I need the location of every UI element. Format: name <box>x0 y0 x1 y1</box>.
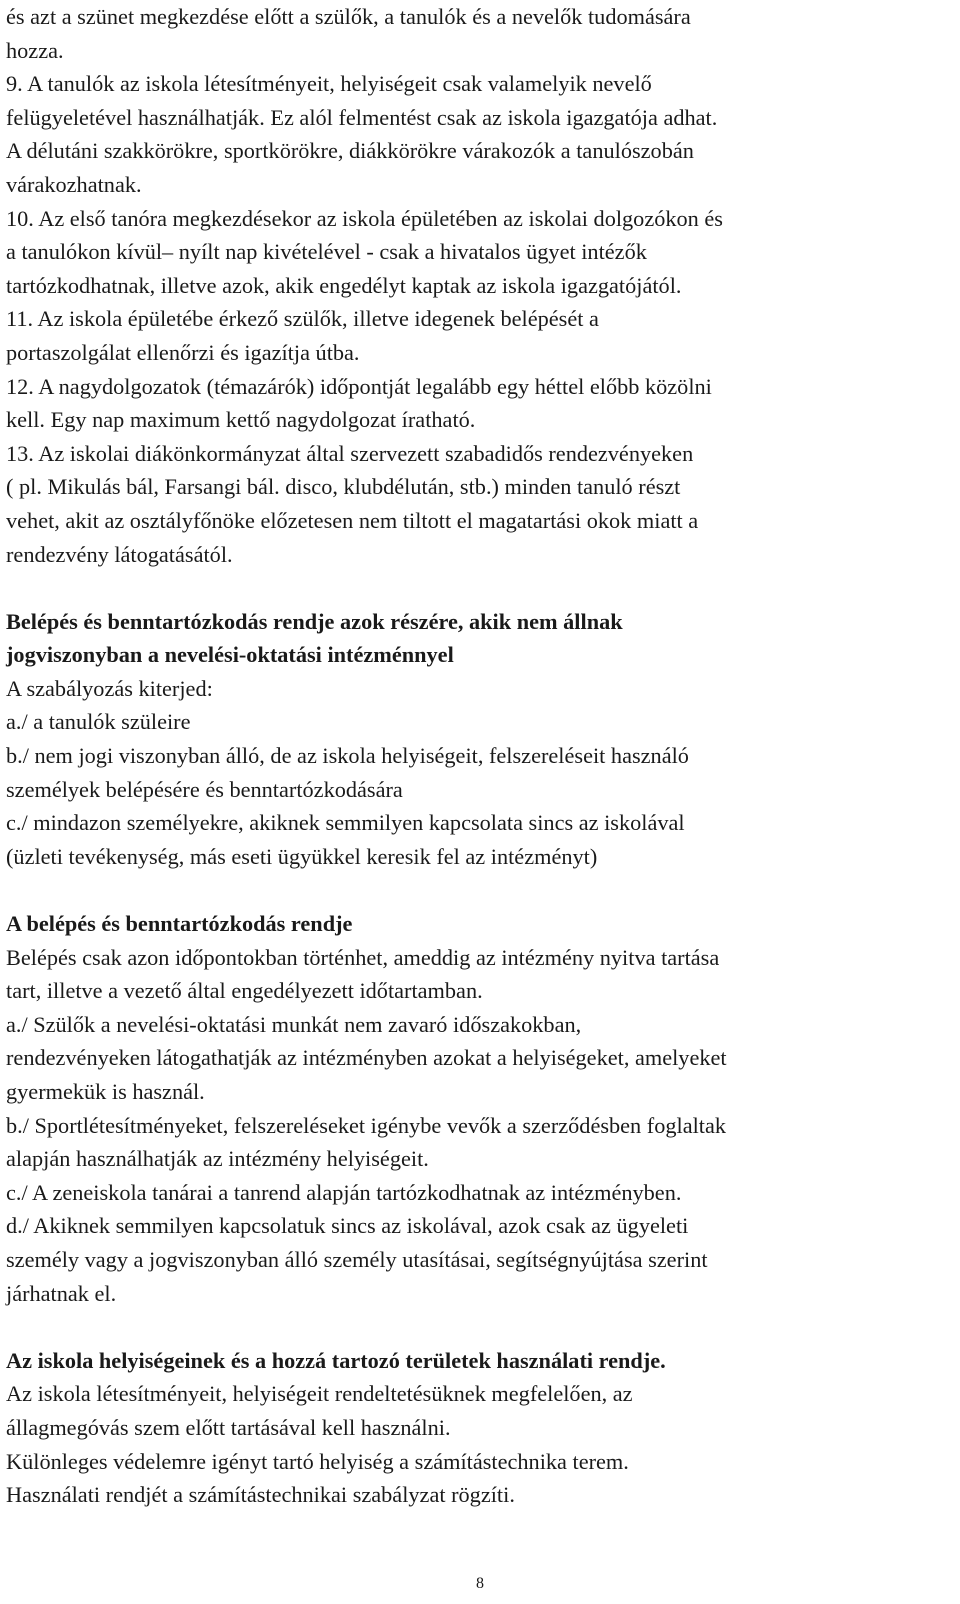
spacer <box>6 1310 952 1344</box>
text-line: várakozhatnak. <box>6 171 142 197</box>
text-line: A szabályozás kiterjed: <box>6 675 213 701</box>
text-line: Az iskola létesítményeit, helyiségeit rendeltetésüknek megfelelően, az <box>6 1381 633 1407</box>
text-line: alapján használhatják az intézmény helyiségeit. <box>6 1146 429 1172</box>
text-line: kell. Egy nap maximum kettő nagydolgozat íratható. <box>6 407 476 433</box>
text-line: 9. A tanulók az iskola létesítményeit, helyiségeit csak valamelyik nevelő <box>6 71 652 97</box>
text-line: személy vagy a jogviszonyban álló személy utasításai, segítségnyújtása szerint <box>6 1246 708 1272</box>
text-line: 11. Az iskola épületébe érkező szülők, illetve idegenek belépését a <box>6 306 599 332</box>
text-line: tartózkodhatnak, illetve azok, akik engedélyt kaptak az iskola igazgatójától. <box>6 272 682 298</box>
text-line: és azt a szünet megkezdése előtt a szülők, a tanulók és a nevelők tudomására <box>6 4 691 29</box>
section-heading: Belépés és benntartózkodás rendje azok részére, akik nem állnak <box>6 608 623 634</box>
spacer <box>6 571 952 605</box>
text-line: portaszolgálat ellenőrzi és igazítja útba. <box>6 339 360 365</box>
section-entry-rules <box>6 907 952 1310</box>
text-line: rendezvényeken látogathatják az intézményben azokat a helyiségeket, amelyeket <box>6 1045 727 1071</box>
text-line: járhatnak el. <box>6 1280 117 1306</box>
text-line: c./ mindazon személyekre, akiknek semmilyen kapcsolata sincs az iskolával <box>6 810 685 836</box>
section-visitors <box>6 605 952 874</box>
text-line: személyek belépésére és benntartózkodására <box>6 776 403 802</box>
text-line: ( pl. Mikulás bál, Farsangi bál. disco, klubdélután, stb.) minden tanuló részt <box>6 474 681 500</box>
text-line: állagmegóvás szem előtt tartásával kell használni. <box>6 1414 451 1440</box>
section-heading: A belépés és benntartózkodás rendje <box>6 911 353 937</box>
text-line: (üzleti tevékenység, más eseti ügyükkel keresik fel az intézményt) <box>6 843 598 869</box>
text-line: gyermekük is használ. <box>6 1079 205 1104</box>
text-line: Belépés csak azon időpontokban történhet, ameddig az intézmény nyitva tartása <box>6 944 720 970</box>
text-line: felügyeletével használhatják. Ez alól felmentést csak az iskola igazgatója adhat. <box>6 104 718 130</box>
text-line: rendezvény látogatásától. <box>6 541 233 567</box>
text-line: a./ a tanulók szüleire <box>6 709 191 735</box>
section-room-usage <box>6 1344 952 1512</box>
text-line: hozza. <box>6 37 64 63</box>
text-line: Különleges védelemre igényt tartó helyiség a számítástechnika terem. <box>6 1448 629 1474</box>
text-line: c./ A zeneiskola tanárai a tanrend alapján tartózkodhatnak az intézményben. <box>6 1179 682 1205</box>
text-line: d./ Akiknek semmilyen kapcsolatuk sincs az iskolával, azok csak az ügyeleti <box>6 1213 689 1239</box>
text-line: 10. Az első tanóra megkezdésekor az iskola épületében az iskolai dolgozókon és <box>6 205 723 231</box>
text-line: tart, illetve a vezető által engedélyezett időtartamban. <box>6 978 483 1004</box>
text-line: 13. Az iskolai diákönkormányzat által szervezett szabadidős rendezvényeken <box>6 440 694 466</box>
section-heading: jogviszonyban a nevelési-oktatási intézménnyel <box>6 642 454 668</box>
intro-block <box>6 0 952 571</box>
text-line: 12. A nagydolgozatok (témazárók) időpontját legalább egy héttel előbb közölni <box>6 373 712 399</box>
page-number: 8 <box>476 1575 484 1592</box>
text-line: a tanulókon kívül– nyílt nap kivételével - csak a hivatalos ügyet intézők <box>6 239 647 265</box>
text-line: vehet, akit az osztályfőnöke előzetesen nem tiltott el magatartási okok miatt a <box>6 507 699 533</box>
text-line: b./ nem jogi viszonyban álló, de az iskola helyiségeit, felszereléseit használó <box>6 743 689 769</box>
text-line: Használati rendjét a számítástechnikai szabályzat rögzíti. <box>6 1482 515 1508</box>
text-line: b./ Sportlétesítményeket, felszereléseket igénybe vevők a szerződésben foglaltak <box>6 1112 727 1138</box>
spacer <box>6 873 952 907</box>
text-line: a./ Szülők a nevelési-oktatási munkát nem zavaró időszakokban, <box>6 1011 582 1037</box>
section-heading: Az iskola helyiségeinek és a hozzá tartozó területek használati rendje. <box>6 1347 666 1373</box>
document-page <box>6 0 952 1512</box>
text-line: A délutáni szakkörökre, sportkörökre, diákkörökre várakozók a tanulószobán <box>6 138 694 164</box>
